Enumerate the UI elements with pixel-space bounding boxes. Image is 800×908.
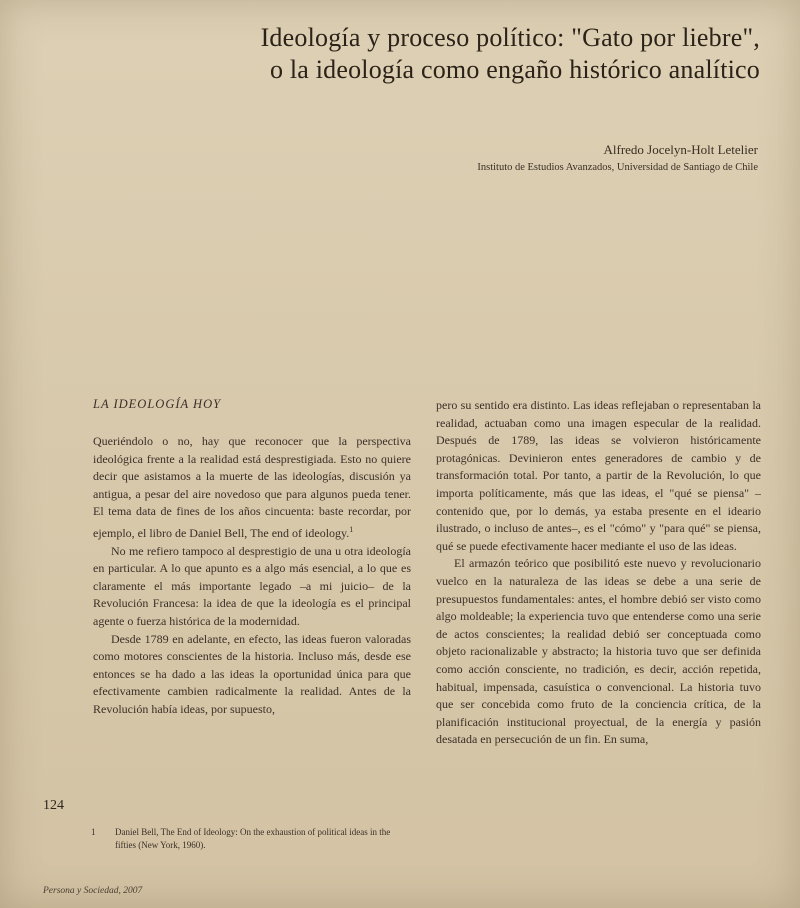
right-column xyxy=(436,397,761,749)
paragraph-text: Queriéndolo o no, hay que reconocer que la perspectiva ideológica frente a la realidad está desprestigiada. Esto no quiere decir que asistamos a la muerte de las ideologías, discusión ya antigua, a pesar del aire novedoso que para algunos pueda tener. El tema data de fines de los años cincuenta: baste recordar, por ejemplo, el libro de Daniel Bell, The end of ideology. xyxy=(93,434,411,540)
section-heading: LA IDEOLOGÍA HOY xyxy=(93,397,222,411)
paragraph: No me refiero tampoco al desprestigio de una u otra ideología en particular. A lo que apunto es a algo más esencial, a lo que es claramente el más importante legado –a mi juicio– de la Revolución Francesa: la idea de que la ideología es el principal agente o fuerza histórica de la modernidad. xyxy=(93,543,411,628)
author-affiliation: Instituto de Estudios Avanzados, Universidad de Santiago de Chile xyxy=(477,162,758,173)
author-name: Alfredo Jocelyn-Holt Letelier xyxy=(603,142,758,157)
paragraph: El armazón teórico que posibilitó este nuevo y revolucionario vuelco en la naturaleza de las ideas se debe a una serie de presupuestos fundamentales: antes, el hombre debió ser visto como algo moldeable; la experiencia tuvo que entenderse como una serie de actos conscientes; la realidad debió ser conceptuada como objeto racionalizable y abstracto; la historia tuvo que ser definida como acción consciente, no tradición, es decir, acción repetida, habitual, impensada, casuística o convencional. La historia tuvo que ser concebida como fruto de la conciencia crítica, de la planificación institucional proyectual, de la energía y pasión desatada en persecución de un fin. En suma, xyxy=(436,556,761,747)
paragraph: Desde 1789 en adelante, en efecto, las ideas fueron valoradas como motores conscientes de la historia. Incluso más, desde ese entonces se ha dado a las ideas la oportunidad única para que efectivamente cambien radicalmente la realidad. Antes de la Revolución había ideas, por supuesto, xyxy=(93,631,411,716)
running-footer: Persona y Sociedad, 2007 xyxy=(43,886,143,896)
footnote-text: Daniel Bell, The End of Ideology: On the exhaustion of political ideas in the fifties (New York, 1960). xyxy=(115,827,391,850)
paragraph: pero su sentido era distinto. Las ideas reflejaban o representaban la realidad, actuaban como una imagen especular de la realidad. Después de 1789, las ideas se volvieron históricamente protagónicas. Devinieron entes generadores de cambio y de transformación total. Por tanto, a partir de la Revolución, lo que importa políticamente, más que las ideas, el "qué se piensa" –contenido que, por lo demás, ya estaba presente en el ideario ilustrado, o incluso de antes–, es el "cómo" y "para qué" se piensa, qué se puede efectivamente hacer mediante el uso de las ideas. xyxy=(436,398,761,553)
footnote xyxy=(93,826,393,852)
paragraph xyxy=(93,433,411,543)
page-number: 124 xyxy=(43,798,64,813)
article-title xyxy=(140,22,760,86)
left-column xyxy=(93,433,411,719)
title-line-2: o la ideología como engaño histórico analítico xyxy=(269,55,760,84)
footnote-marker: 1 xyxy=(349,524,354,534)
footnote-number: 1 xyxy=(91,827,96,837)
title-line-1: Ideología y proceso político: "Gato por liebre", xyxy=(260,23,760,52)
